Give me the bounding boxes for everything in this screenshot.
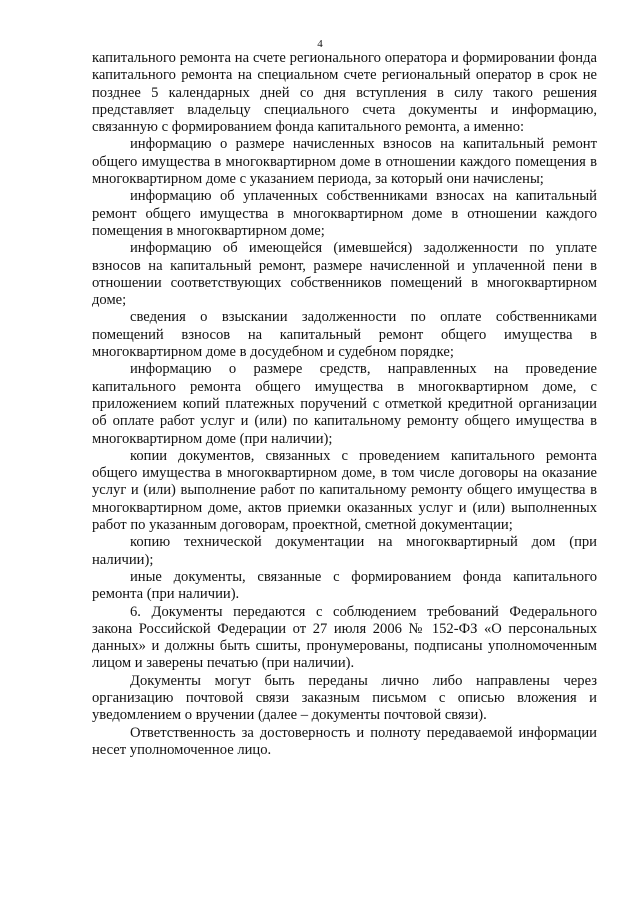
paragraph-debt-collection: сведения о взыскании задолженности по оплате собственниками помещений взносов на капитальный ремонт общего имущества в многоквартирном доме в досудебном и судебном порядке; [92, 309, 597, 361]
paragraph-section-6: 6. Документы передаются с соблюдением требований Федерального закона Российской Федерации от 27 июля 2006 № 152-ФЗ «О персональных данных» и должны быть сшиты, пронумерованы, подписаны уполномоченным лицом и заверены печатью (при наличии). [92, 603, 597, 672]
paragraph-accrued-contributions: информацию о размере начисленных взносов на капитальный ремонт общего имущества в многоквартирном доме в отношении каждого помещения в многоквартирном доме с указанием периода, за который они начислены; [92, 136, 597, 188]
paragraph-paid-contributions: информацию об уплаченных собственниками взносах на капитальный ремонт общего имущества в многоквартирном доме в отношении каждого помещения в многоквартирном доме; [92, 188, 597, 239]
paragraph-responsibility: Ответственность за достоверность и полноту передаваемой информации несет уполномоченное лицо. [92, 724, 597, 758]
paragraph-other-docs: иные документы, связанные с формированием фонда капитального ремонта (при наличии). [92, 568, 597, 603]
paragraph-document-copies: копии документов, связанных с проведением капитального ремонта общего имущества в многоквартирном доме, в том числе договоры на оказание услуг и (или) выполнение работ по капитальному ремонту общего имущества в многоквартирном доме, актов приемки оказанных услуг и (или) выполненных работ по указанным договорам, проектной, сметной документации; [92, 447, 597, 534]
paragraph-technical-docs: копию технической документации на многоквартирный дом (при наличии); [92, 534, 597, 568]
paragraph-intro: капитального ремонта на счете регионального оператора и формировании фонда капитального ремонта на специальном счете региональный оператор в срок не позднее 5 календарных дней со дня вступления в силу такого решения представляет владельцу специального счета документы и информацию, связанную с формированием фонда капитального ремонта, а именно: [92, 50, 597, 136]
paragraph-delivery-method: Документы могут быть переданы лично либо направлены через организацию почтовой связи заказным письмом с описью вложения и уведомлением о вручении (далее – документы почтовой связи). [92, 672, 597, 724]
document-body [92, 50, 597, 759]
paragraph-debt-info: информацию об имеющейся (имевшейся) задолженности по уплате взносов на капитальный ремонт, размере начисленной и уплаченной пени в отношении соответствующих собственников помещений в многоквартирном доме; [92, 240, 597, 309]
paragraph-funds-spent: информацию о размере средств, направленных на проведение капитального ремонта общего имущества в многоквартирном доме, с приложением копий платежных поручений с отметкой кредитной организации об оплате работ услуг и (или) по капитальному ремонту общего имущества в многоквартирном доме (при наличии); [92, 361, 597, 447]
page-number: 4 [317, 38, 323, 50]
